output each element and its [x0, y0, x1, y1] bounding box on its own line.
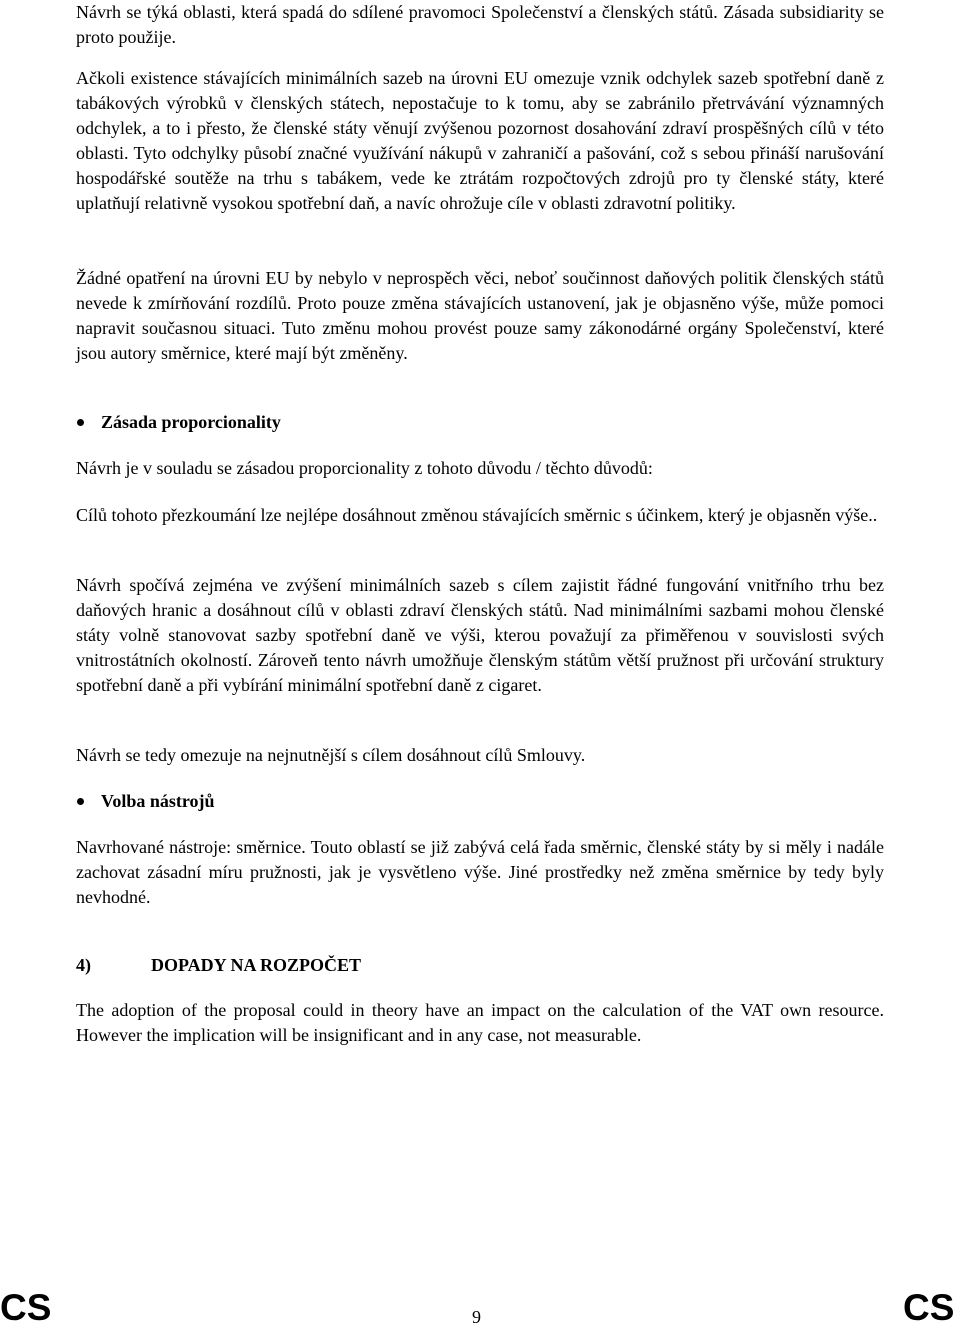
section-title: DOPADY NA ROZPOČET [151, 955, 362, 975]
paragraph-budget-impact: The adoption of the proposal could in theory have an impact on the calculation of the VAT own resource. However the implication will be insignificant and in any case, not measurable. [76, 1000, 884, 1045]
bullet-instruments-label: Volba nástrojů [101, 791, 215, 811]
bullet-proportionality-label: Zásada proporcionality [101, 412, 281, 432]
paragraph-proposed-instruments: Navrhované nástroje: směrnice. Touto oblastí se již zabývá celá řada směrnic, členské státy by si měly i nadále zachovat zásadní míru pružnosti, jak je vysvětleno výše. Jiné prostředky než změna směrnice by tedy byly nevhodné. [76, 837, 884, 907]
footer-language-left: CS [0, 1287, 52, 1328]
paragraph-treaty-goals: Návrh se tedy omezuje na nejnutnější s cílem dosáhnout cílů Smlouvy. [76, 745, 586, 765]
paragraph-eu-measures: Žádné opatření na úrovni EU by nebylo v neprospěch věci, neboť součinnost daňových politik členských států nevede k zmírňování rozdílů. Proto pouze změna stávajících ustanovení, jak je objasněno výše, může pomoci napravit současnou situaci. Tuto změnu mohou provést pouze samy zákonodárné orgány Společenství, které jsou autory směrnice, které mají být změněny. [76, 268, 884, 363]
bullet-icon [77, 798, 84, 805]
page-number: 9 [472, 1307, 481, 1327]
section-number: 4) [76, 955, 91, 975]
bullet-icon [77, 419, 84, 426]
paragraph-minimum-rates: Návrh spočívá zejména ve zvýšení minimálních sazeb s cílem zajistit řádné fungování vnitřního trhu bez daňových hranic a dosáhnout cílů v oblasti zdraví členských států. Nad minimálními sazbami mohou členské státy volně stanovovat sazby spotřební daně ve výši, kterou považují za přiměřenou v souvislosti svých vnitrostátních okolností. Zároveň tento návrh umožňuje členským státům větší pružnost při určování struktury spotřební daně a při vybírání minimální spotřební daně z cigaret. [76, 575, 884, 695]
paragraph-subsidiarity-scope: Návrh se týká oblasti, která spadá do sdílené pravomoci Společenství a členských států. Zásada subsidiarity se proto použije. [76, 2, 884, 47]
footer-language-right: CS [903, 1287, 955, 1328]
paragraph-proportionality-intro: Návrh je v souladu se zásadou proporcionality z tohoto důvodu / těchto důvodů: [76, 458, 653, 478]
paragraph-review-goals: Cílů tohoto přezkoumání lze nejlépe dosáhnout změnou stávajících směrnic s účinkem, který je objasněn výše.. [76, 505, 878, 525]
paragraph-existing-rates: Ačkoli existence stávajících minimálních sazeb na úrovni EU omezuje vznik odchylek sazeb spotřební daně z tabákových výrobků v členských státech, nepostačuje to k tomu, aby se zabránilo přetrvávání významných odchylek, a to i přesto, že členské státy věnují zvýšenou pozornost dosahování zdraví prospěšných cílů v této oblasti. Tyto odchylky působí značné využívání nákupů v zahraničí a pašování, což s sebou přináší narušování hospodářské soutěže na trhu s tabákem, vede ke ztrátám rozpočtových zdrojů pro ty členské státy, které uplatňují relativně vysokou spotřební daň, a navíc ohrožuje cíle v oblasti zdravotní politiky. [76, 68, 884, 213]
